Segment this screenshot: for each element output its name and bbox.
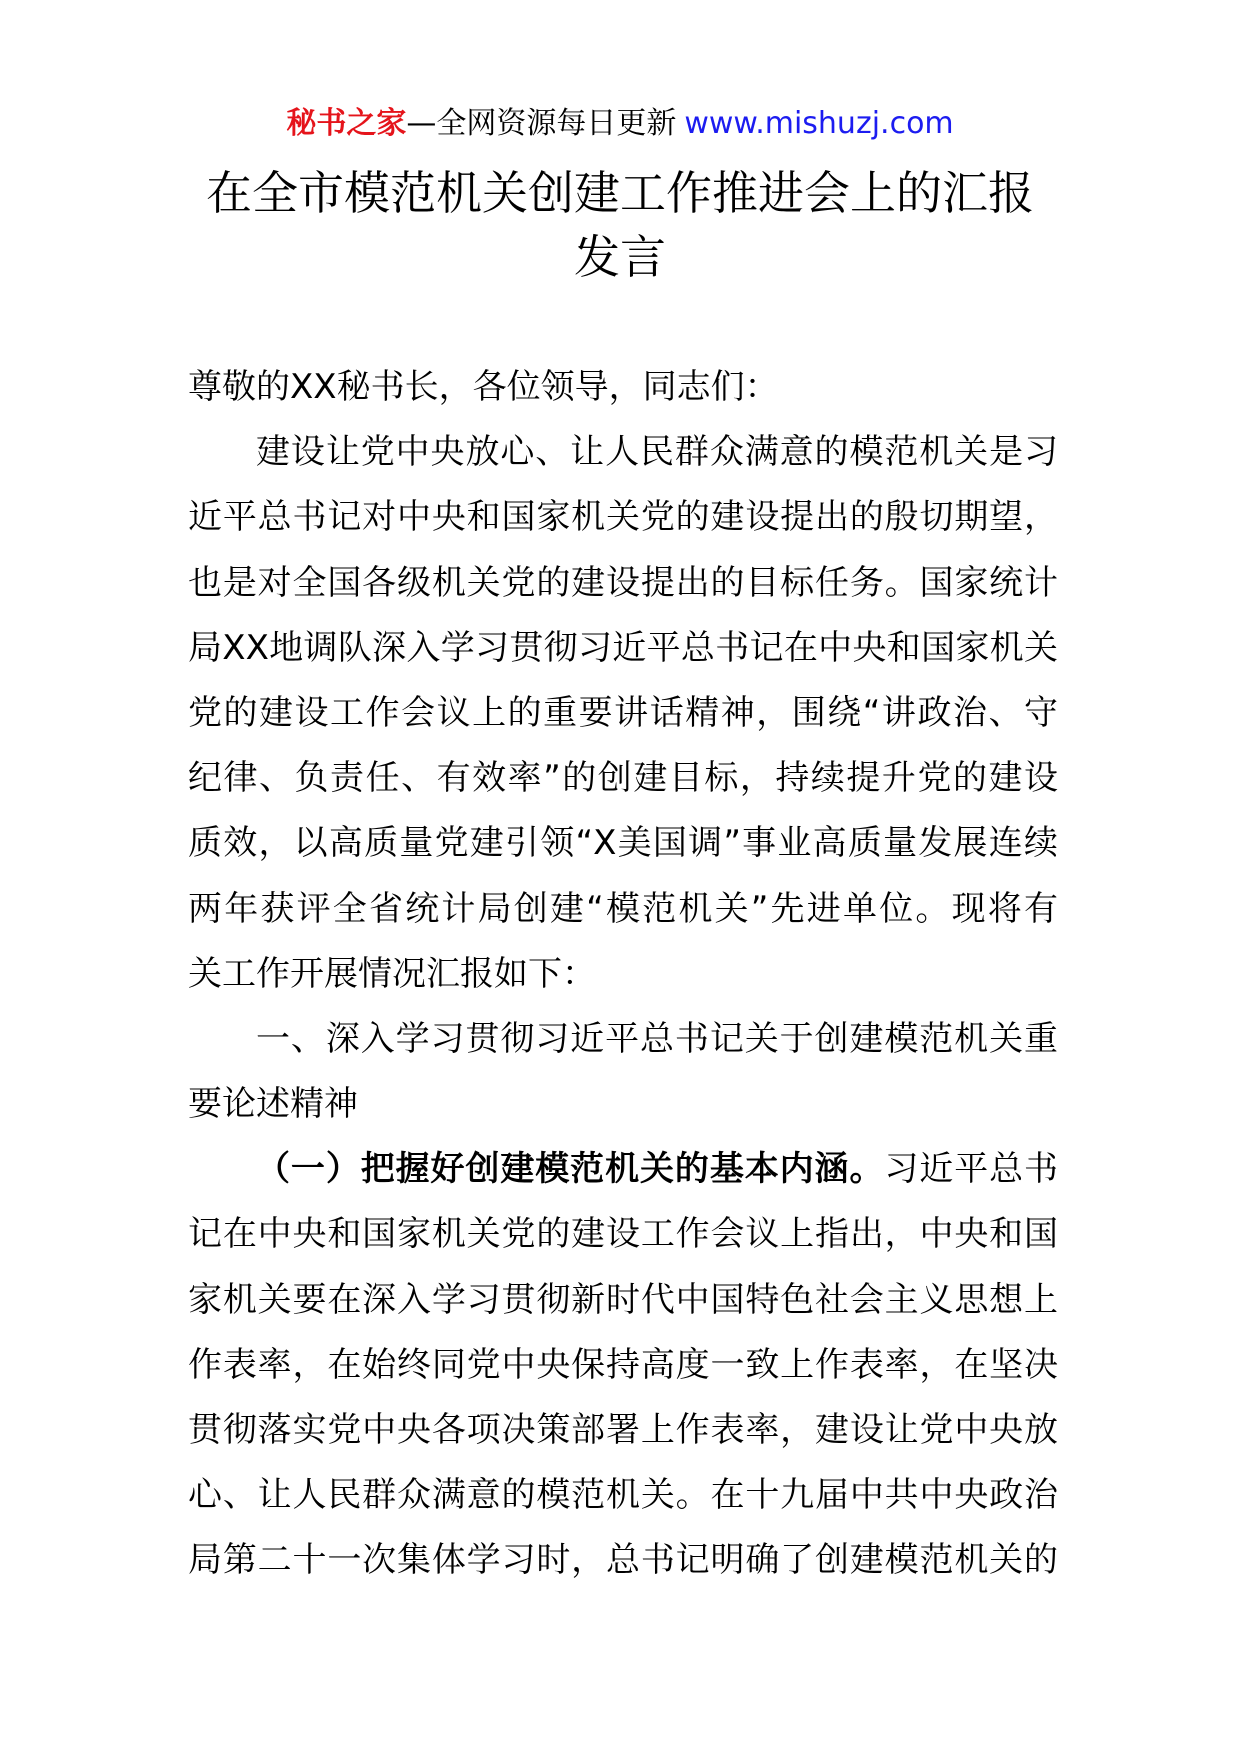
salutation: 尊敬的XX秘书长，各位领导，同志们：	[188, 367, 779, 407]
paragraph-line: 纪律、负责任、有效率”的创建目标，持续提升党的建设	[188, 758, 1058, 799]
section-heading	[188, 1007, 1058, 1137]
section-heading-line: 要论述精神	[188, 1084, 358, 1125]
subsection-heading: （一）把握好创建模范机关的基本内涵。	[256, 1149, 885, 1190]
site-header	[0, 104, 1240, 144]
paragraph-line: 关工作开展情况汇报如下：	[188, 953, 596, 994]
section-heading-line: 一、深入学习贯彻习近平总书记关于创建模范机关重	[256, 1018, 1058, 1059]
document-body	[188, 355, 1058, 1594]
paragraph-line: 心、让人民群众满意的模范机关。在十九届中共中央政治	[188, 1475, 1058, 1516]
document-title	[0, 161, 1240, 289]
paragraph-line: 家机关要在深入学习贯彻新时代中国特色社会主义思想上	[188, 1279, 1058, 1320]
paragraph-line	[188, 1137, 1058, 1202]
brand-name: 秘书之家	[286, 106, 407, 141]
paragraph-line: 建设让党中央放心、让人民群众满意的模范机关是习	[256, 432, 1058, 473]
title-line: 发言	[574, 230, 666, 284]
paragraph	[188, 420, 1058, 1007]
paragraph-line: 两年获评全省统计局创建“模范机关”先进单位。现将有	[188, 888, 1058, 929]
paragraph-text: 习近平总书	[884, 1149, 1059, 1190]
paragraph-line: 局XX地调队深入学习贯彻习近平总书记在中央和国家机关	[188, 627, 1058, 668]
site-url: www.mishuzj.com	[684, 106, 954, 141]
paragraph-line: 近平总书记对中央和国家机关党的建设提出的殷切期望，	[188, 497, 1058, 538]
paragraph-line: 局第二十一次集体学习时，总书记明确了创建模范机关的	[188, 1540, 1058, 1581]
paragraph-line: 质效，以高质量党建引领“X美国调”事业高质量发展连续	[188, 823, 1058, 864]
header-tagline: —全网资源每日更新	[406, 106, 677, 141]
paragraph-line: 记在中央和国家机关党的建设工作会议上指出，中央和国	[188, 1214, 1058, 1255]
paragraph-line: 党的建设工作会议上的重要讲话精神，围绕“讲政治、守	[188, 692, 1058, 733]
paragraph	[188, 1137, 1058, 1593]
title-line: 在全市模范机关创建工作推进会上的汇报	[206, 166, 1034, 220]
paragraph-line: 作表率，在始终同党中央保持高度一致上作表率，在坚决	[188, 1344, 1058, 1385]
paragraph-line: 贯彻落实党中央各项决策部署上作表率，建设让党中央放	[188, 1410, 1058, 1450]
paragraph-line: 也是对全国各级机关党的建设提出的目标任务。国家统计	[188, 562, 1058, 603]
